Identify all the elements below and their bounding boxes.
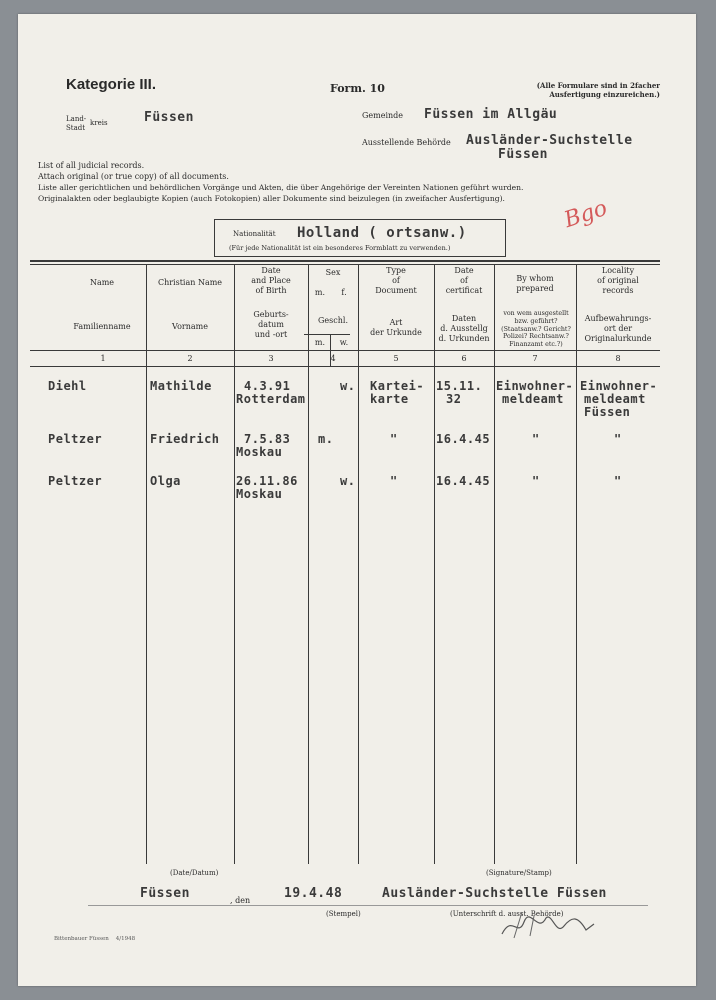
kreis-value: Füssen [144,110,194,125]
cell-loc: " [614,474,622,488]
printer-imprint: Bittenbauer Füssen 4/1948 [54,936,136,942]
col-type-en: Type of Document [375,266,417,295]
instruction-line: Attach original (or true copy) of all documents. [38,172,229,181]
col-num-6: 6 [461,354,467,363]
cell-by: Einwohner- [496,379,574,393]
col-sex-de: Geschl. [318,316,348,325]
cell-name: Peltzer [48,474,103,488]
copies-note-line1: (Alle Formulare sind in 2facher [536,81,660,90]
unterschrift-label: (Unterschrift d. ausst. Behörde) [450,910,564,918]
handwritten-signature [494,904,604,944]
footer-date: 19.4.48 [284,886,343,901]
copies-note-line2: Ausfertigung einzureichen.) [549,90,660,99]
nationality-box [214,219,506,257]
red-handwritten-mark: Bgo [561,195,611,234]
cell-doc: " [390,474,398,488]
col-by-de: von wem ausgestellt bzw. geführt? (Staatsanw.? Gericht? Polizei? Rechtsanw.? Finanzamt etc.?) [501,310,571,349]
col-num-1: 1 [100,354,106,363]
table-top-border-inner [30,264,660,265]
cell-date: 16.4.45 [436,432,491,446]
cell-birth-date: 7.5.83 [244,432,291,446]
instructions [38,161,678,204]
stadt-label: Stadt [66,124,86,132]
signature-label: (Signature/Stamp) [486,869,552,877]
col-num-8: 8 [615,354,621,363]
cell-birth-date: 4.3.91 [244,379,291,393]
cell-loc-3: Füssen [584,405,631,419]
col-name-de: Familienname [73,322,131,331]
col-christian-en: Christian Name [157,278,223,287]
col-num-3: 3 [268,354,274,363]
cell-sex: w. [340,379,356,393]
col-birth-de: Geburts- datum und -ort [253,310,289,339]
gemeinde-label: Gemeinde [362,111,404,120]
col-num-4: 4 [330,354,336,363]
col-name-en: Name [89,278,115,287]
col-sex-f: f. [341,288,347,297]
sex-subdivider [304,334,350,335]
cell-sex: w. [340,474,356,488]
col-birth-en: Date and Place of Birth [251,266,291,295]
col-num-7: 7 [532,354,538,363]
behoerde-value-1: Ausländer-Suchstelle [466,133,633,148]
table-top-border [30,260,660,262]
cell-by: " [532,432,540,446]
cell-doc: Kartei- [370,379,425,393]
col-num-2: 2 [187,354,193,363]
cell-birth-place: Moskau [236,487,283,501]
col-locality-en: Locality of original records [597,266,639,295]
behoerde-value-2: Füssen [498,147,548,162]
cell-date-2: 32 [446,392,462,406]
col-sex-w-de: w. [339,338,349,347]
cell-doc: " [390,432,398,446]
cell-vorname: Mathilde [150,379,212,393]
instruction-line: List of all judicial records. [38,161,145,170]
cell-loc: " [614,432,622,446]
footer-place: Füssen [140,886,190,901]
cell-date: 15.11. [436,379,483,393]
col-sex-m: m. [314,288,326,297]
col-locality-de: Aufbewahrungs- ort der Originalurkunde [584,314,652,343]
nationality-value: Holland ( ortsanw.) [297,225,467,241]
cell-by: " [532,474,540,488]
col-christian-de: Vorname [172,322,208,331]
footer-authority: Ausländer-Suchstelle Füssen [382,886,607,901]
gemeinde-value: Füssen im Allgäu [424,107,558,122]
nationality-label: Nationalität [233,230,276,238]
col-sex-m-de: m. [314,338,326,347]
behoerde-label: Ausstellende Behörde [362,138,451,147]
col-by-en: By whom prepared [516,274,554,293]
cell-name: Diehl [48,379,87,393]
category-title: Kategorie III. [66,76,157,93]
cell-vorname: Olga [150,474,181,488]
cell-by-2: meldeamt [502,392,564,406]
instruction-line: Originalakten oder beglaubigte Kopien (auch Fotokopien) aller Dokumente sind beizulegen (in zweifacher Ausfertigung). [38,194,505,203]
cell-loc-2: meldeamt [584,392,646,406]
land-label: Land- [66,115,87,123]
cell-sex: m. [318,432,334,446]
cell-birth-place: Rotterdam [236,392,306,406]
land-stadt-label [66,115,86,133]
header-bottom-line [30,350,660,351]
cell-birth-place: Moskau [236,445,283,459]
cell-name: Peltzer [48,432,103,446]
footer-den: , den [230,896,251,905]
cell-date: 16.4.45 [436,474,491,488]
col-date-de: Daten d. Ausstellg d. Urkunden [438,314,490,343]
col-num-5: 5 [393,354,399,363]
col-date-en: Date of certificat [445,266,483,295]
cell-loc: Einwohner- [580,379,658,393]
copies-note [490,81,660,99]
cell-vorname: Friedrich [150,432,220,446]
col-sex-en: Sex [325,268,341,277]
date-label: (Date/Datum) [170,869,219,877]
numbers-bottom-line [30,366,660,367]
form-sheet [18,14,696,986]
kreis-label: kreis [90,119,108,127]
col-type-de: Art der Urkunde [370,318,422,337]
cell-birth-date: 26.11.86 [236,474,298,488]
instruction-line: Liste aller gerichtlichen und behördlichen Vorgänge und Akten, die über Angehörige der Vereinten Nationen geführt wurden. [38,183,524,192]
nationality-note: (Für jede Nationalität ist ein besonderes Formblatt zu verwenden.) [229,244,451,252]
form-number: Form. 10 [330,82,385,95]
cell-doc-2: karte [370,392,409,406]
stempel-label: (Stempel) [326,910,361,918]
